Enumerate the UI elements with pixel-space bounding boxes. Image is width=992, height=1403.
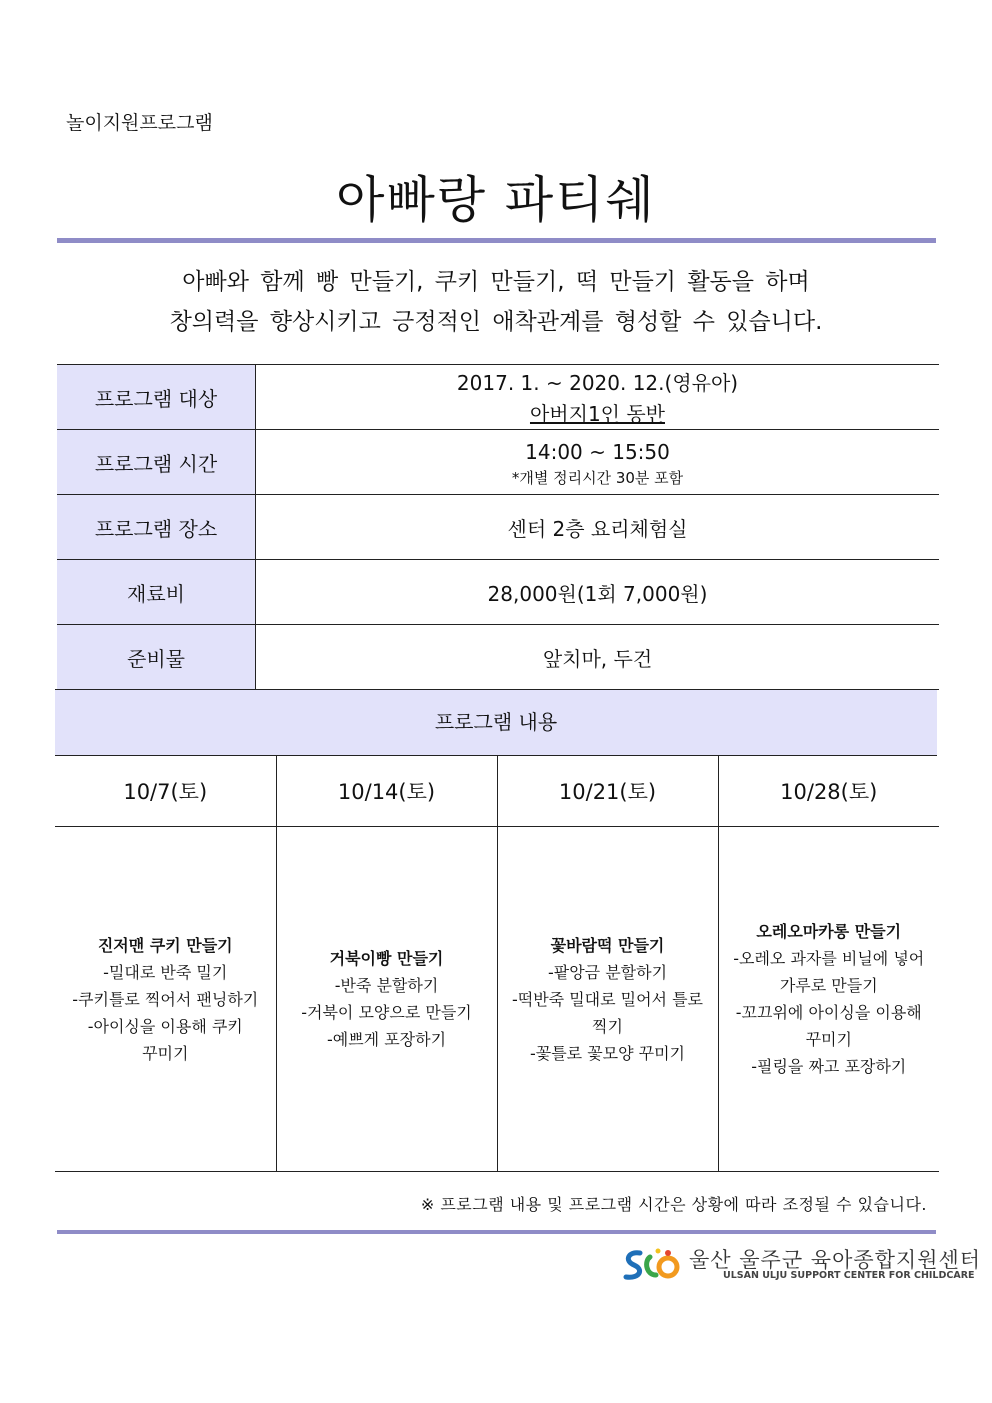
session-date: 10/7(토) xyxy=(55,755,276,827)
schedule-table xyxy=(55,755,939,1172)
fee-value: 28,000원(1회 7,000원) xyxy=(256,560,940,625)
center-name: 울산 울주군 육아종합지원센터 xyxy=(689,1248,982,1272)
supplies-label: 준비물 xyxy=(57,625,256,690)
session-step: -아이싱을 이용해 쿠키 xyxy=(87,1016,243,1036)
session-step: 꾸미기 xyxy=(142,1043,189,1063)
session-date: 10/21(토) xyxy=(497,755,718,827)
title-divider xyxy=(57,238,936,243)
session-step: -예쁘게 포장하기 xyxy=(326,1030,447,1049)
time-note: *개별 정리시간 30분 포함 xyxy=(511,468,684,487)
footer-divider xyxy=(57,1230,936,1234)
content-heading: 프로그램 내용 xyxy=(55,689,937,756)
session-step: 찍기 xyxy=(592,1016,623,1036)
program-category: 놀이지원프로그램 xyxy=(66,112,213,134)
schedule-change-note: ※ 프로그램 내용 및 프로그램 시간은 상황에 따라 조정될 수 있습니다. xyxy=(420,1195,927,1214)
session-step: 가루로 만들기 xyxy=(779,976,878,995)
session-step: -쿠키틀로 찍어서 팬닝하기 xyxy=(72,989,259,1009)
info-row-fee xyxy=(57,560,939,625)
session-step: -필링을 짜고 포장하기 xyxy=(751,1057,907,1076)
session-activity-cell xyxy=(497,827,718,1172)
center-name-english: ULSAN ULJU SUPPORT CENTER FOR CHILDCARE xyxy=(723,1270,975,1281)
session-date: 10/28(토) xyxy=(718,755,939,827)
time-value-cell xyxy=(256,430,940,495)
session-activity-cell xyxy=(718,827,939,1172)
time-label: 프로그램 시간 xyxy=(57,430,256,495)
target-label: 프로그램 대상 xyxy=(57,365,256,430)
session-step: -꼬끄위에 아이싱을 이용해 xyxy=(735,1003,922,1022)
session-step: -거북이 모양으로 만들기 xyxy=(301,1003,472,1022)
session-step: -밀대로 반죽 밀기 xyxy=(103,962,228,982)
session-step: 꾸미기 xyxy=(805,1030,852,1049)
target-value: 2017. 1. ~ 2020. 12.(영유아) xyxy=(456,370,739,395)
session-title: 꽃바람떡 만들기 xyxy=(550,935,665,955)
time-value: 14:00 ~ 15:50 xyxy=(525,439,670,464)
target-value-cell xyxy=(256,365,940,430)
target-companion: 아버지1인 동반 xyxy=(529,401,665,426)
info-row-time xyxy=(57,430,939,495)
supplies-value: 앞치마, 두건 xyxy=(256,625,940,690)
session-date: 10/14(토) xyxy=(276,755,497,827)
session-step: -팥앙금 분할하기 xyxy=(547,962,668,982)
session-title: 오레오마카롱 만들기 xyxy=(756,922,902,941)
session-activity-cell xyxy=(55,827,276,1172)
info-row-place xyxy=(57,495,939,560)
session-title: 거북이빵 만들기 xyxy=(329,949,444,968)
schedule-dates-row xyxy=(55,755,939,827)
intro-text xyxy=(0,262,992,342)
session-step: -떡반죽 밀대로 밀어서 틀로 xyxy=(511,989,704,1009)
session-step: -오레오 과자를 비닐에 넣어 xyxy=(733,949,925,968)
info-row-target xyxy=(57,365,939,430)
place-value: 센터 2층 요리체험실 xyxy=(256,495,940,560)
place-label: 프로그램 장소 xyxy=(57,495,256,560)
center-logo-icon xyxy=(620,1243,684,1287)
session-step: -반죽 분할하기 xyxy=(334,976,439,995)
session-activity-cell xyxy=(276,827,497,1172)
session-title: 진저맨 쿠키 만들기 xyxy=(97,935,233,955)
info-row-supplies xyxy=(57,625,939,690)
schedule-activities-row xyxy=(55,827,939,1172)
fee-label: 재료비 xyxy=(57,560,256,625)
session-step: -꽃틀로 꽃모양 꾸미기 xyxy=(529,1043,686,1063)
program-info-table xyxy=(57,364,939,690)
page-title: 아빠랑 파티쉐 xyxy=(336,171,656,229)
center-logo xyxy=(620,1243,982,1287)
intro-line-2: 창의력을 향상시키고 긍정적인 애착관계를 형성할 수 있습니다. xyxy=(169,309,823,335)
intro-line-1: 아빠와 함께 빵 만들기, 쿠키 만들기, 떡 만들기 활동을 하며 xyxy=(182,269,810,295)
